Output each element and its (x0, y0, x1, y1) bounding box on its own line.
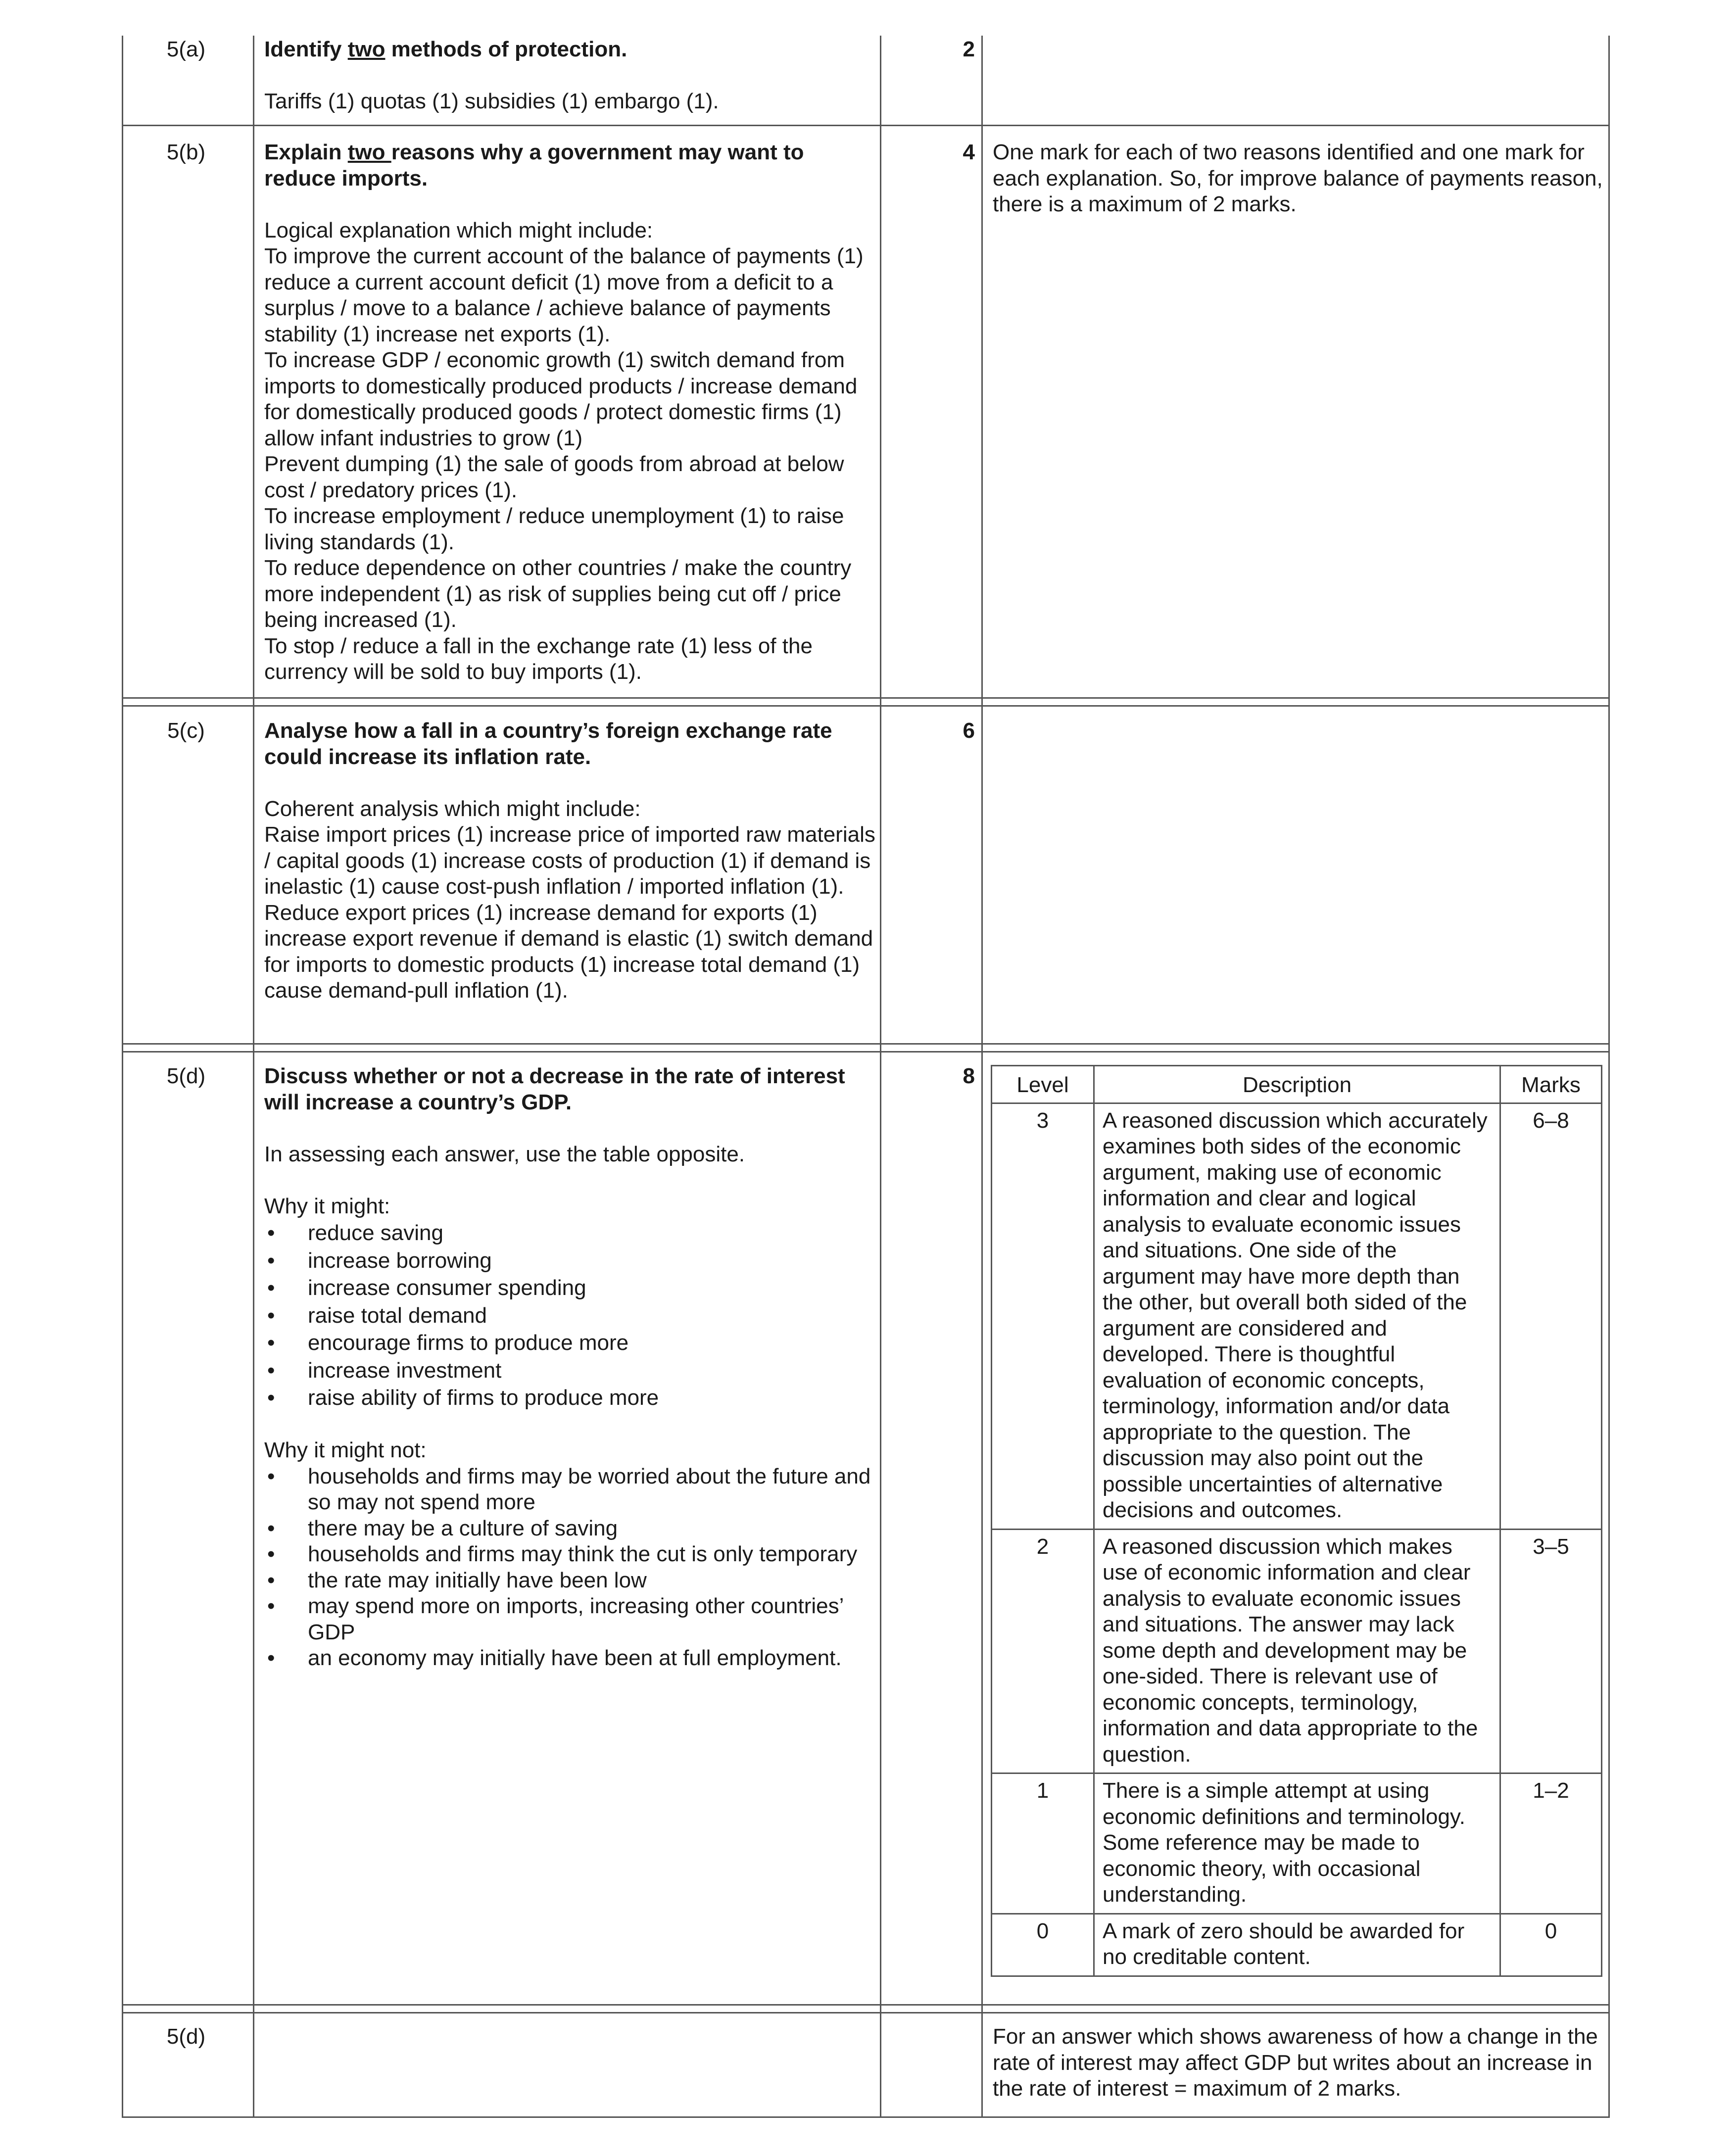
question-number-5c: 5(c) (167, 718, 205, 743)
rule-row-5a-bottom (122, 125, 1610, 126)
why-it-might-heading: Why it might: (264, 1194, 390, 1218)
guidance-5b: One mark for each of two reasons identified and one mark for each explanation. So, for improve balance of payments reason, there is a maximum of 2 marks. (993, 140, 1603, 216)
rule-row-5d-bottom-1 (122, 2004, 1610, 2006)
question-number-5b: 5(b) (166, 140, 206, 164)
table-row (992, 1773, 1602, 1914)
marks-cell: 3–5 (1500, 1529, 1602, 1773)
header-marks: Marks (1500, 1066, 1602, 1103)
level-cell: 0 (992, 1914, 1094, 1976)
question-text-5c: Analyse how a fall in a country’s foreign exchange rate could increase its inflation rate. (264, 718, 832, 769)
why-it-might-not-list (264, 1464, 878, 1672)
list-item: • raise ability of firms to produce more (264, 1384, 878, 1412)
answer-point-5c: Reduce export prices (1) increase demand for exports (1) increase export revenue if demand is elastic (1) switch demand for imports to domestic products (1) increase total demand (1) cause demand-pull inflation (1). (264, 900, 873, 1003)
answer-intro-5b: Logical explanation which might include: (264, 218, 653, 242)
table-row (992, 1914, 1602, 1976)
rule-page-bottom (122, 2116, 1610, 2118)
rule-row-5c-bottom-1 (122, 1043, 1610, 1045)
marks-5d: 8 (963, 1064, 975, 1088)
description-cell: A mark of zero should be awarded for no creditable content. (1094, 1914, 1500, 1976)
list-item: • reduce saving (264, 1219, 878, 1247)
question-number-5d: 5(d) (166, 1064, 206, 1088)
answer-block-5d (264, 1063, 878, 1672)
answer-5a: Tariffs (1) quotas (1) subsidies (1) embargo (1). (264, 89, 719, 113)
answer-block-5b (264, 140, 878, 685)
marks-5a: 2 (963, 37, 975, 61)
rule-col3 (981, 36, 983, 2118)
description-cell: A reasoned discussion which accurately examines both sides of the economic argument, making use of economic information and clear and logical analysis to evaluate economic issues and situations. One side of the argument may have more depth than the other, but overall both sided of the argument are considered and developed. There is thoughtful evaluation of economic concepts, terminology, information and/or data appropriate to the question. The discussion may also point out the possible uncertainties of alternative decisions and outcomes. (1094, 1103, 1500, 1529)
answer-point-5b: Prevent dumping (1) the sale of goods from abroad at below cost / predatory prices (1). (264, 452, 844, 502)
level-cell: 2 (992, 1529, 1094, 1773)
why-it-might-list (264, 1219, 878, 1412)
list-item: • encourage firms to produce more (264, 1329, 878, 1357)
marks-cell: 1–2 (1500, 1773, 1602, 1914)
rule-row-5b-bottom-1 (122, 697, 1610, 699)
rule-right (1608, 36, 1610, 2118)
answer-point-5b: To improve the current account of the balance of payments (1) reduce a current account deficit (1) move from a deficit to a surplus / move to a balance / achieve balance of payments stability (1) increase net exports (1). (264, 244, 864, 346)
list-item: • increase borrowing (264, 1247, 878, 1275)
answer-point-5b: To increase GDP / economic growth (1) switch demand from imports to domestically produced products / increase demand for domestically produced goods / protect domestic firms (1) allow infant industries to grow (1) (264, 348, 858, 450)
assessment-instruction: In assessing each answer, use the table opposite. (264, 1142, 745, 1166)
rule-col1 (253, 36, 254, 2118)
header-level: Level (992, 1066, 1094, 1103)
question-number-5d-continued: 5(d) (166, 2024, 206, 2049)
question-text-5d: Discuss whether or not a decrease in the rate of interest will increase a country’s GDP. (264, 1064, 845, 1114)
why-it-might-not-heading: Why it might not: (264, 1438, 427, 1462)
answer-block-5c (264, 718, 878, 1004)
marks-cell: 6–8 (1500, 1103, 1602, 1529)
guidance-5d: For an answer which shows awareness of how a change in the rate of interest may affect GDP but writes about an increase in the rate of interest = maximum of 2 marks. (993, 2024, 1598, 2101)
description-cell: There is a simple attempt at using economic definitions and terminology. Some reference may be made to economic theory, with occasional understanding. (1094, 1773, 1500, 1914)
question-text-5b: Explain two reasons why a government may want to reduce imports. (264, 140, 804, 191)
level-cell: 1 (992, 1773, 1094, 1914)
marks-5c: 6 (963, 718, 975, 743)
list-item: • increase consumer spending (264, 1274, 878, 1302)
list-item: • may spend more on imports, increasing other countries’ GDP (264, 1593, 878, 1645)
question-number-5a: 5(a) (166, 37, 206, 61)
answer-point-5b: To increase employment / reduce unemployment (1) to raise living standards (1). (264, 504, 844, 554)
table-row (992, 1529, 1602, 1773)
answer-point-5b: To stop / reduce a fall in the exchange rate (1) less of the currency will be sold to buy imports (1). (264, 633, 813, 684)
marks-5b: 4 (963, 140, 975, 164)
description-cell: A reasoned discussion which makes use of economic information and clear analysis to evaluate economic issues and situations. The answer may lack some depth and development may be one-sided. There is relevant use of economic concepts, terminology, information and data appropriate to the question. (1094, 1529, 1500, 1773)
answer-point-5c: Raise import prices (1) increase price of imported raw materials / capital goods (1) increase costs of production (1) if demand is inelastic (1) cause cost-push inflation / imported inflation (1). (264, 822, 875, 899)
rule-row-5b-bottom-2 (122, 705, 1610, 707)
list-item: • households and firms may be worried about the future and so may not spend more (264, 1464, 878, 1516)
list-item: • raise total demand (264, 1302, 878, 1330)
marks-cell: 0 (1500, 1914, 1602, 1976)
question-text-5a: Identify two methods of protection. (264, 37, 627, 61)
table-header-row (992, 1066, 1602, 1103)
answer-intro-5c: Coherent analysis which might include: (264, 796, 641, 821)
header-description: Description (1094, 1066, 1500, 1103)
rule-row-5d-bottom-2 (122, 2012, 1610, 2013)
list-item: • increase investment (264, 1357, 878, 1385)
list-item: • households and firms may think the cut is only temporary (264, 1541, 878, 1568)
level-descriptor-table (991, 1065, 1602, 1977)
list-item: • the rate may initially have been low (264, 1568, 878, 1594)
list-item: • there may be a culture of saving (264, 1516, 878, 1542)
rule-row-5c-bottom-2 (122, 1051, 1610, 1053)
list-item: • an economy may initially have been at full employment. (264, 1645, 878, 1672)
table-row (992, 1103, 1602, 1529)
level-cell: 3 (992, 1103, 1094, 1529)
answer-point-5b: To reduce dependence on other countries / make the country more independent (1) as risk of supplies being cut off / price being increased (1). (264, 556, 852, 632)
